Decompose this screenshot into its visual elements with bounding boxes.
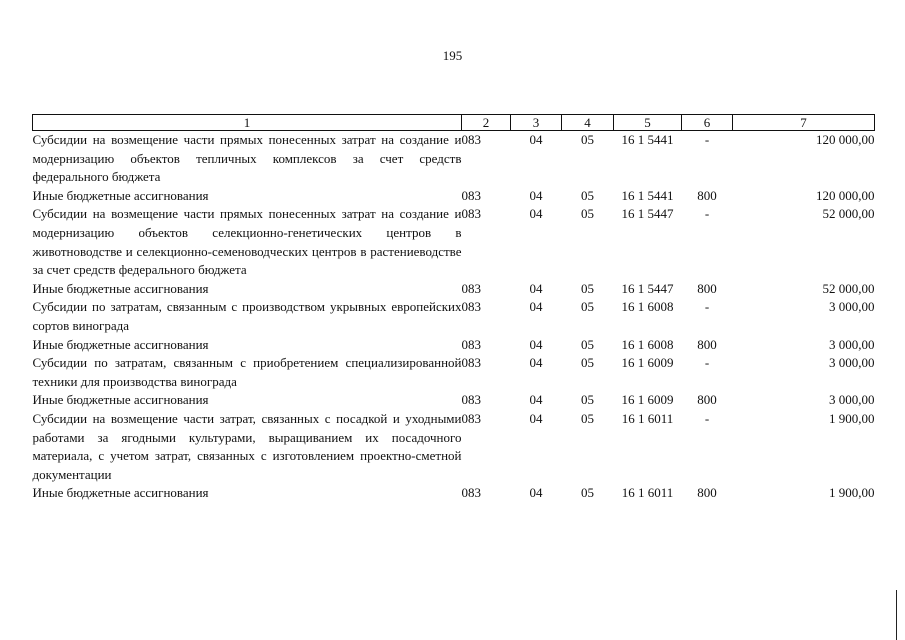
amount: 3 000,00 xyxy=(829,336,875,352)
section-code: 04 xyxy=(529,410,543,426)
table-row xyxy=(33,484,875,503)
subsection-code: 05 xyxy=(581,299,594,315)
column-header-4: 4 xyxy=(562,115,614,131)
ministry-code: 083 xyxy=(461,299,481,315)
ministry-code: 083 xyxy=(461,355,481,371)
row-description: Субсидии на возмещение части прямых понесенных затрат на создание и модернизацию объектов тепличных комплексов за счет средств федерального бюджета xyxy=(32,132,462,185)
target-article-code: 16 1 5447 xyxy=(621,206,674,222)
budget-table xyxy=(32,114,875,503)
ministry-code: 083 xyxy=(461,485,481,501)
row-description: Субсидии по затратам, связанным с производством укрывных европейских сортов винограда xyxy=(32,299,462,333)
expense-type-code: - xyxy=(704,132,710,147)
expense-type-code: - xyxy=(704,299,710,315)
target-article-code: 16 1 6011 xyxy=(621,410,674,426)
row-description: Субсидии на возмещение части прямых понесенных затрат на создание и модернизацию объектов селекционно-генетических центров в животноводстве и селекционно-семеноводческих центров в растениеводстве за счет средств федерального бюджета xyxy=(32,206,462,278)
amount: 3 000,00 xyxy=(829,392,875,408)
ministry-code: 083 xyxy=(461,132,481,147)
row-description: Иные бюджетные ассигнования xyxy=(32,187,209,203)
column-header-7: 7 xyxy=(733,115,875,131)
expense-type-code: 800 xyxy=(697,392,717,408)
expense-type-code: 800 xyxy=(697,280,717,296)
amount: 120 000,00 xyxy=(816,187,875,203)
column-header-3: 3 xyxy=(511,115,562,131)
ministry-code: 083 xyxy=(461,280,481,296)
column-header-6: 6 xyxy=(682,115,733,131)
section-code: 04 xyxy=(529,299,543,315)
row-description: Субсидии на возмещение части затрат, связанных с посадкой и уходными работами за ягодными культурами, выращиванием их посадочного материала, с учетом затрат, связанных с изготовлением проектно-сметной документации xyxy=(32,410,462,482)
amount: 52 000,00 xyxy=(822,280,875,296)
section-code: 04 xyxy=(529,132,543,147)
target-article-code: 16 1 6008 xyxy=(621,299,674,315)
target-article-code: 16 1 5441 xyxy=(621,187,674,203)
expense-type-code: - xyxy=(704,410,710,426)
amount: 1 900,00 xyxy=(829,410,875,426)
page-number: 195 xyxy=(442,48,463,63)
subsection-code: 05 xyxy=(581,280,594,296)
subsection-code: 05 xyxy=(581,206,594,222)
section-code: 04 xyxy=(529,280,543,296)
column-header-1: 1 xyxy=(33,115,462,131)
scan-edge-mark xyxy=(896,590,897,640)
expense-type-code: 800 xyxy=(697,187,717,203)
amount: 3 000,00 xyxy=(829,299,875,315)
subsection-code: 05 xyxy=(581,355,594,371)
row-description: Иные бюджетные ассигнования xyxy=(32,485,209,501)
table-row xyxy=(33,410,875,484)
table-row xyxy=(33,391,875,410)
expense-type-code: - xyxy=(704,355,710,371)
ministry-code: 083 xyxy=(461,410,481,426)
ministry-code: 083 xyxy=(461,206,481,222)
ministry-code: 083 xyxy=(461,187,481,203)
section-code: 04 xyxy=(529,206,543,222)
table-row xyxy=(33,187,875,206)
section-code: 04 xyxy=(529,187,543,203)
expense-type-code: 800 xyxy=(697,485,717,501)
subsection-code: 05 xyxy=(581,392,594,408)
table-row xyxy=(33,298,875,335)
target-article-code: 16 1 5447 xyxy=(621,280,674,296)
expense-type-code: 800 xyxy=(697,336,717,352)
amount: 52 000,00 xyxy=(822,206,875,222)
table-row xyxy=(33,280,875,299)
target-article-code: 16 1 6009 xyxy=(621,392,674,408)
row-description: Субсидии по затратам, связанным с приобретением специализированной техники для производства винограда xyxy=(32,355,462,389)
subsection-code: 05 xyxy=(581,187,594,203)
table-row xyxy=(33,354,875,391)
amount: 1 900,00 xyxy=(829,485,875,501)
table-header-row xyxy=(33,115,875,131)
ministry-code: 083 xyxy=(461,392,481,408)
section-code: 04 xyxy=(529,392,543,408)
row-description: Иные бюджетные ассигнования xyxy=(32,336,209,352)
table-row xyxy=(33,205,875,279)
target-article-code: 16 1 6009 xyxy=(621,355,674,371)
amount: 3 000,00 xyxy=(829,355,875,371)
column-header-2: 2 xyxy=(462,115,511,131)
amount: 120 000,00 xyxy=(816,132,875,147)
table-row xyxy=(33,131,875,187)
section-code: 04 xyxy=(529,485,543,501)
target-article-code: 16 1 5441 xyxy=(621,132,674,147)
subsection-code: 05 xyxy=(581,485,594,501)
ministry-code: 083 xyxy=(461,336,481,352)
target-article-code: 16 1 6008 xyxy=(621,336,674,352)
table-row xyxy=(33,336,875,355)
section-code: 04 xyxy=(529,336,543,352)
row-description: Иные бюджетные ассигнования xyxy=(32,392,209,408)
subsection-code: 05 xyxy=(581,336,594,352)
subsection-code: 05 xyxy=(581,410,594,426)
expense-type-code: - xyxy=(704,206,710,222)
section-code: 04 xyxy=(529,355,543,371)
target-article-code: 16 1 6011 xyxy=(621,485,674,501)
column-header-5: 5 xyxy=(614,115,682,131)
row-description: Иные бюджетные ассигнования xyxy=(32,280,209,296)
subsection-code: 05 xyxy=(581,132,594,147)
